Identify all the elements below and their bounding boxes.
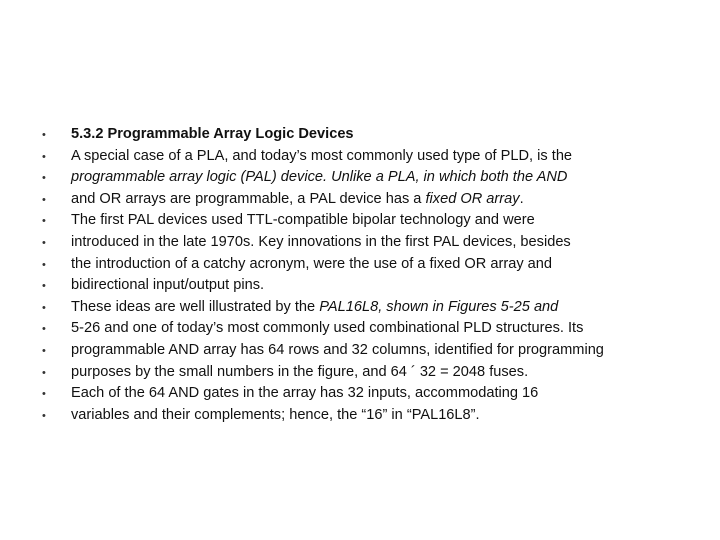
bullet-icon: • xyxy=(42,150,46,163)
bullet-icon: • xyxy=(42,193,46,206)
paragraph-line: 5-26 and one of today’s most commonly used combinational PLD structures. Its xyxy=(71,320,584,337)
paragraph-line: purposes by the small numbers in the figure, and 64 ´ 32 = 2048 fuses. xyxy=(71,363,529,380)
bullet-icon: • xyxy=(42,280,46,293)
bullet-icon: • xyxy=(42,388,46,401)
list-item xyxy=(40,320,700,342)
paragraph-line: The first PAL devices used TTL-compatible bipolar technology and were xyxy=(71,212,535,229)
text-segment: These ideas are well illustrated by the xyxy=(71,298,320,315)
emphasis-text: fixed OR array xyxy=(425,190,520,207)
bullet-icon: • xyxy=(42,129,46,141)
list-item xyxy=(40,277,700,299)
bullet-icon: • xyxy=(42,258,46,271)
list-item xyxy=(40,342,700,364)
list-item xyxy=(40,191,700,213)
bullet-icon: • xyxy=(42,215,46,228)
paragraph-line: A special case of a PLA, and today’s most commonly used type of PLD, is the xyxy=(71,147,573,164)
paragraph-line: variables and their complements; hence, the “16” in “PAL16L8”. xyxy=(71,406,480,423)
list-item xyxy=(40,256,700,278)
bullet-icon: • xyxy=(42,301,46,314)
paragraph-line: programmable array logic (PAL) device. Unlike a PLA, in which both the AND xyxy=(71,169,568,186)
bullet-icon: • xyxy=(42,409,46,422)
list-item xyxy=(40,148,700,170)
paragraph-line: bidirectional input/output pins. xyxy=(71,277,265,294)
list-item xyxy=(40,299,700,321)
list-item xyxy=(40,407,700,429)
paragraph-line xyxy=(71,299,700,315)
list-item xyxy=(40,385,700,407)
emphasis-text: PAL16L8, shown in Figures 5-25 and xyxy=(319,298,559,315)
list-item xyxy=(40,169,700,191)
paragraph-line: programmable AND array has 64 rows and 32 columns, identified for programming xyxy=(71,341,604,358)
paragraph-line: introduced in the late 1970s. Key innovations in the first PAL devices, besides xyxy=(71,233,571,250)
list-item xyxy=(40,364,700,386)
paragraph-line: the introduction of a catchy acronym, were the use of a fixed OR array and xyxy=(71,255,553,272)
list-item xyxy=(40,234,700,256)
text-segment: and OR arrays are programmable, a PAL device has a xyxy=(71,190,426,207)
paragraph-line xyxy=(71,191,700,207)
paragraph-line: Each of the 64 AND gates in the array has 32 inputs, accommodating 16 xyxy=(71,385,539,402)
section-heading: 5.3.2 Programmable Array Logic Devices xyxy=(71,126,354,142)
bullet-list xyxy=(40,126,700,428)
bullet-icon: • xyxy=(42,344,46,357)
bullet-icon: • xyxy=(42,236,46,249)
bullet-icon: • xyxy=(42,323,46,336)
list-item xyxy=(40,212,700,234)
text-segment: . xyxy=(519,190,524,207)
bullet-icon: • xyxy=(42,366,46,379)
list-item xyxy=(40,126,700,148)
bullet-icon: • xyxy=(42,172,46,185)
